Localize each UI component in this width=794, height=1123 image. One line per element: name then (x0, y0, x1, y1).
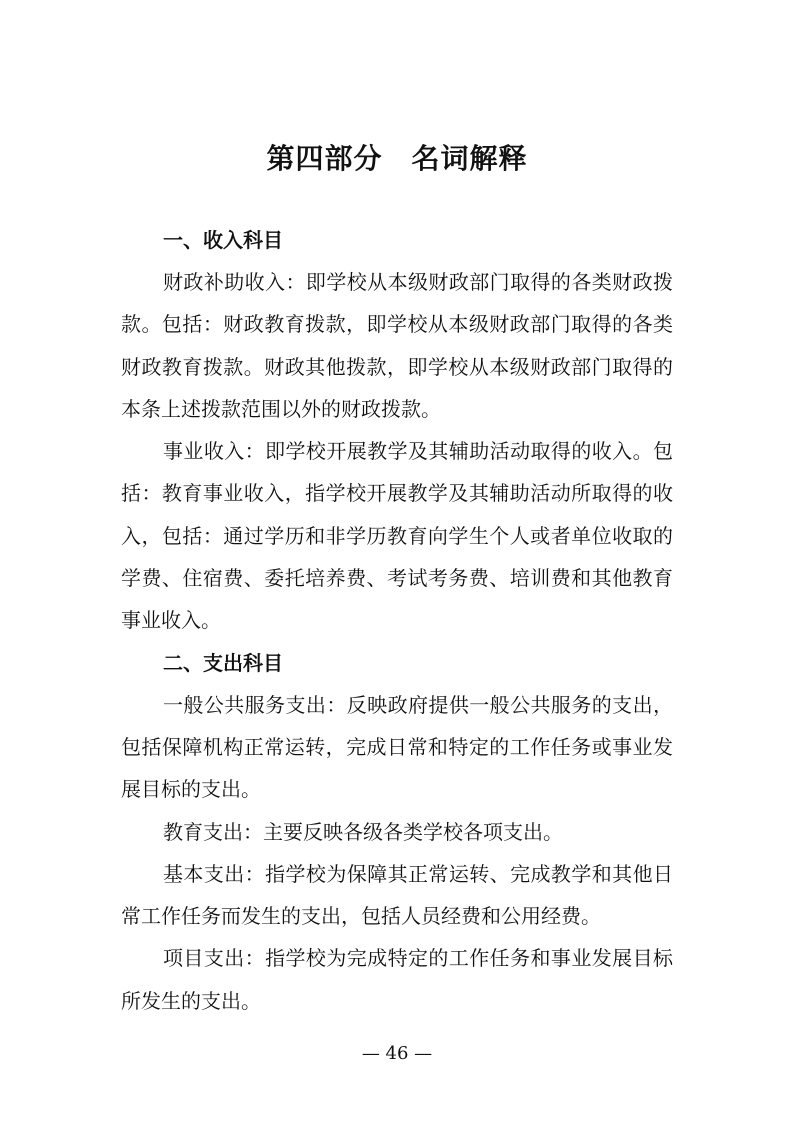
document-body (121, 219, 673, 1022)
paragraph-education-expenditure: 教育支出：主要反映各级各类学校各项支出。 (163, 819, 563, 844)
page-number: — 46 — (361, 1043, 433, 1064)
paragraph-fiscal-subsidy-income: 财政补助收入：即学校从本级财政部门取得的各类财政拨款。包括：财政教育拨款，即学校从本级财政部门取得的各类财政教育拨款。财政其他拨款，即学校从本级财政部门取得的本条上述拨款范围以外的财政拨款。 (121, 270, 673, 421)
paragraph-business-income: 事业收入：即学校开展教学及其辅助活动取得的收入。包括：教育事业收入，指学校开展教学及其辅助活动所取得的收入，包括：通过学历和非学历教育向学生个人或者单位收取的学费、住宿费、委托培养费、考试考务费、培训费和其他教育事业收入。 (121, 439, 673, 633)
section-expenditure (121, 642, 673, 1022)
paragraph-project-expenditure: 项目支出：指学校为完成特定的工作任务和事业发展目标所发生的支出。 (121, 946, 673, 1013)
paragraph-general-public-services: 一般公共服务支出：反映政府提供一般公共服务的支出，包括保障机构正常运转，完成日常和特定的工作任务或事业发展目标的支出。 (121, 692, 673, 802)
section-heading-income: 一、收入科目 (163, 228, 283, 252)
page-title: 第四部分 名词解释 (266, 142, 528, 175)
paragraph-basic-expenditure: 基本支出：指学校为保障其正常运转、完成教学和其他日常工作任务而发生的支出，包括人员经费和公用经费。 (121, 861, 673, 929)
section-heading-expenditure: 二、支出科目 (163, 650, 283, 675)
section-income (121, 219, 673, 642)
